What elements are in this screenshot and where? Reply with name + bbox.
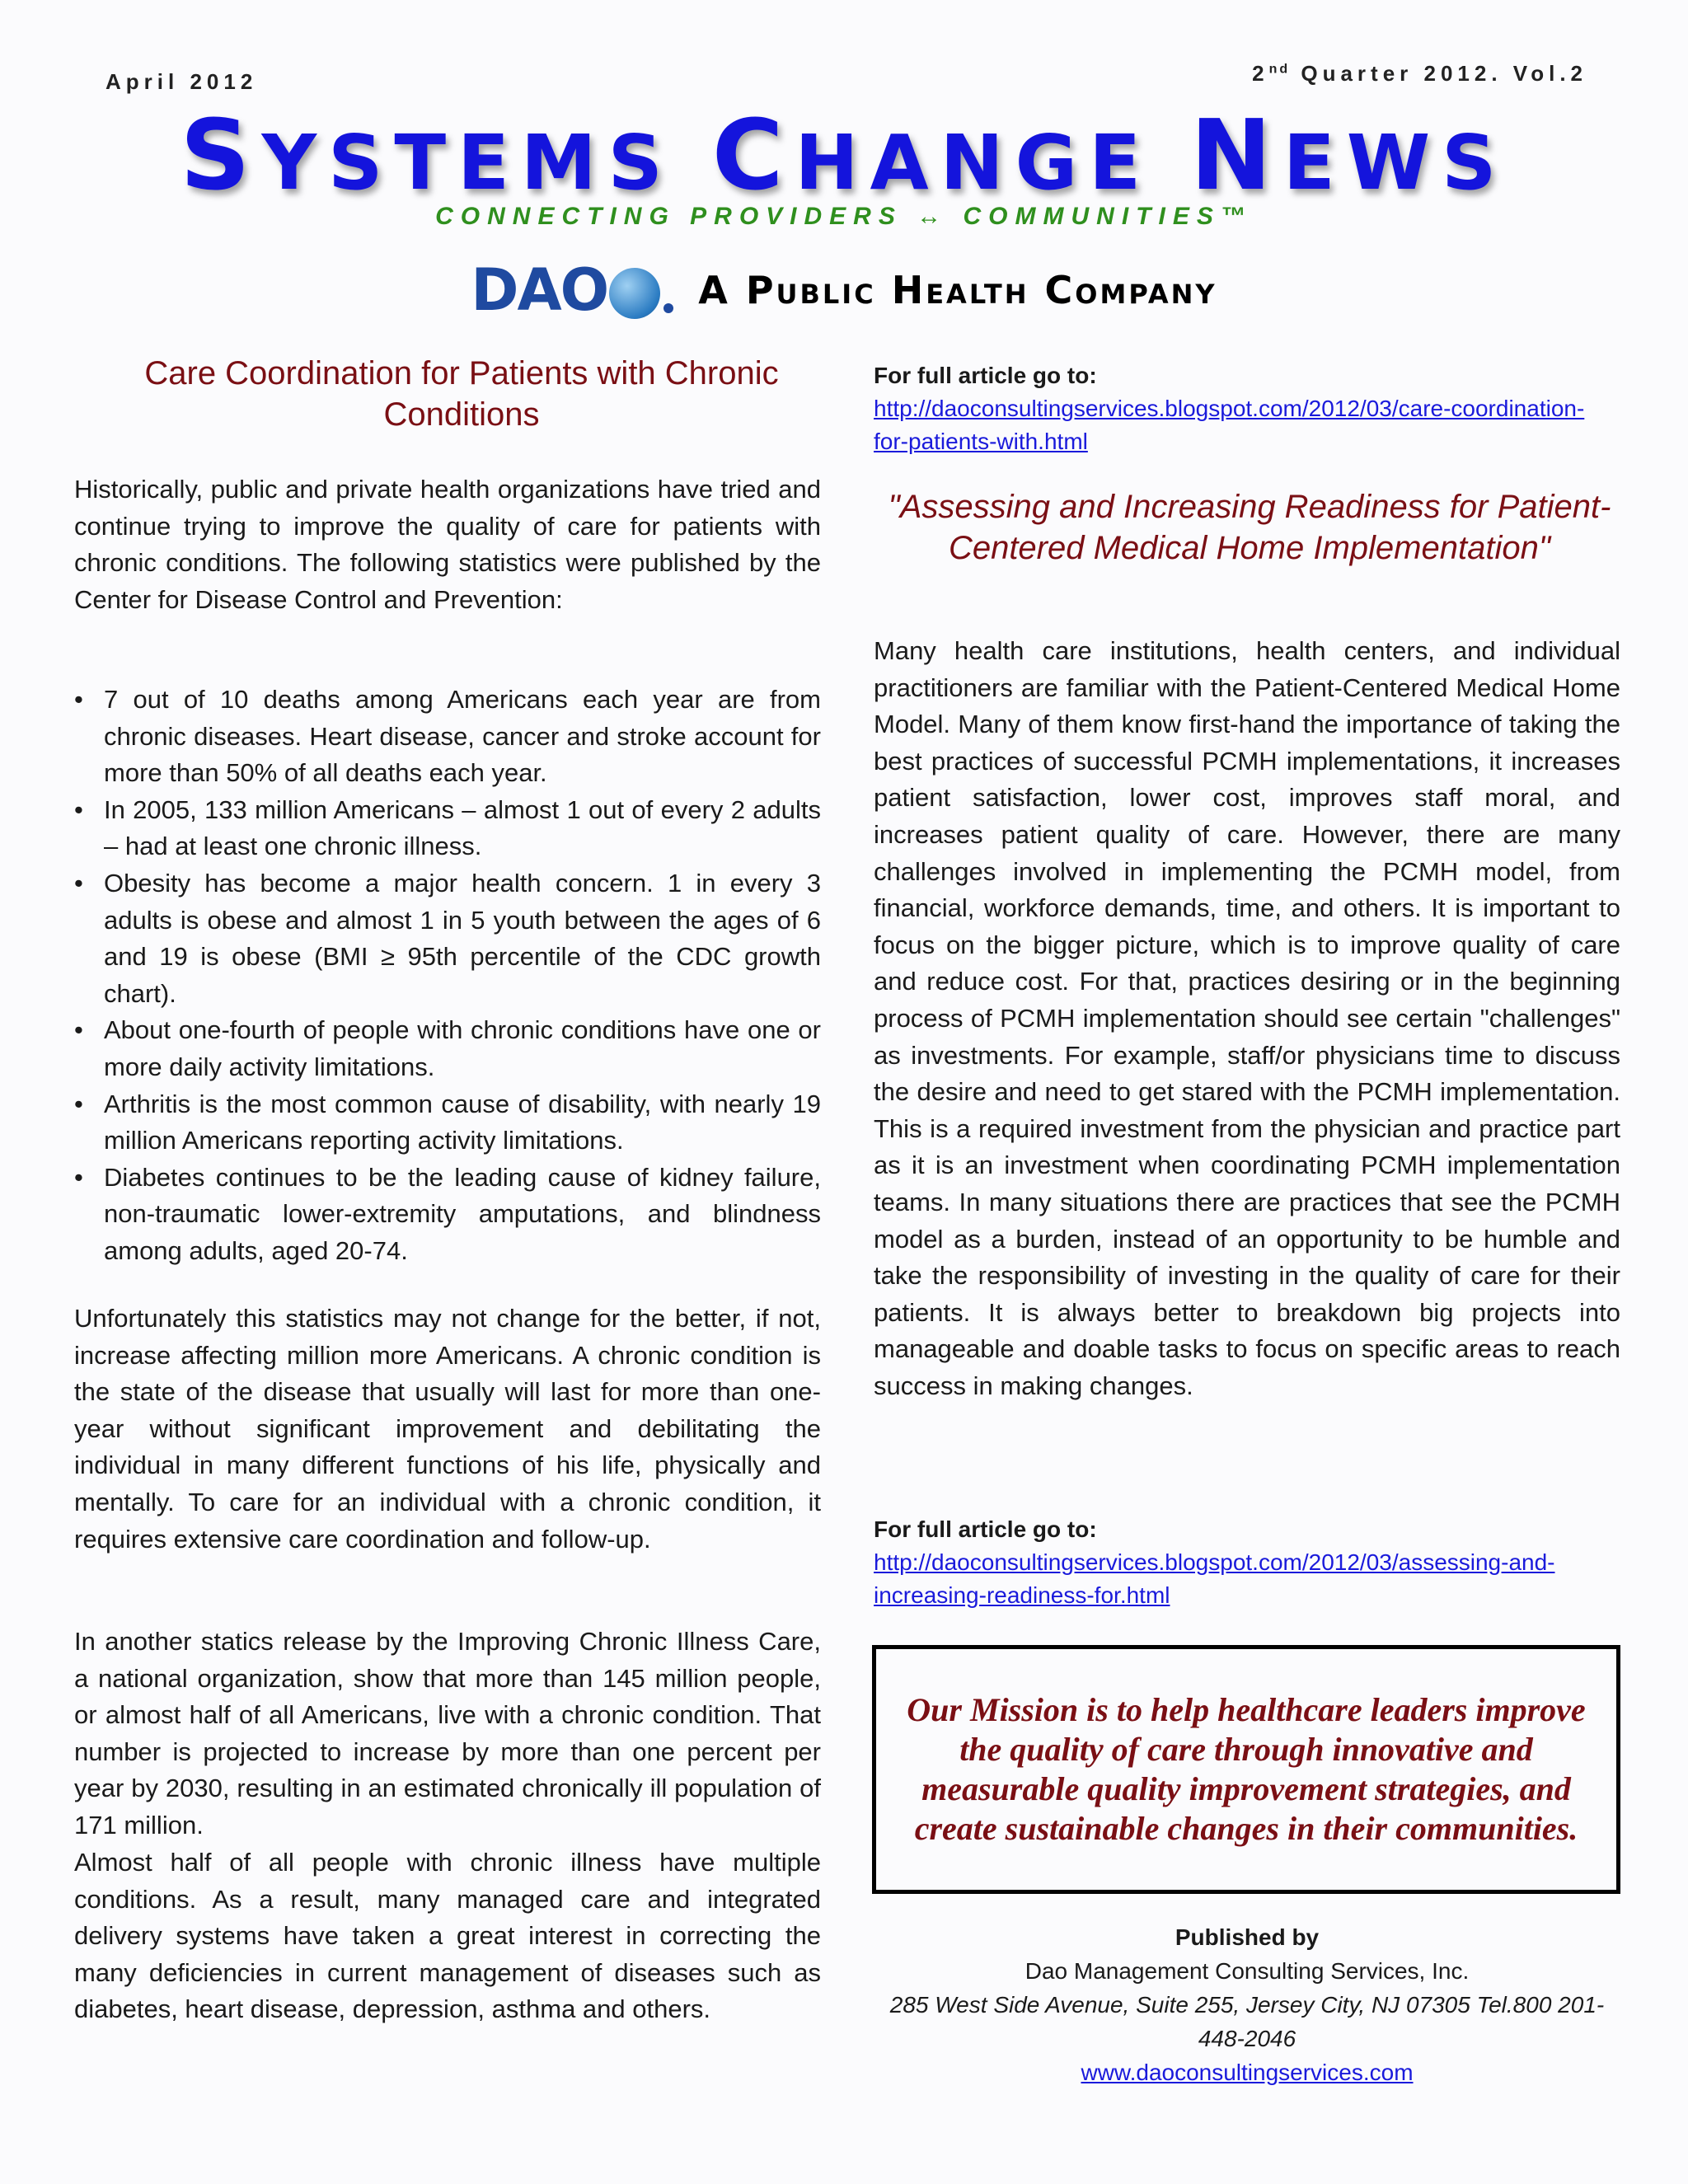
mission-statement: Our Mission is to help healthcare leaders improve the quality of care through innovative and measurable quality improvement strategies, and create sustainable changes in their communities. <box>907 1691 1586 1847</box>
article-link-1[interactable]: http://daoconsultingservices.blogspot.com/2012/03/care-coordination-for-patients-with.html <box>874 396 1585 454</box>
full-article-block-1 <box>874 359 1615 458</box>
quarter-rest: Quarter 2012. Vol.2 <box>1290 61 1587 86</box>
globe-icon <box>609 268 660 319</box>
list-item: • Diabetes continues to be the leading cause of kidney failure, non-traumatic lower-extremity amputations, and blindness among adults, aged 20-74. <box>74 1160 821 1270</box>
brand-row <box>0 257 1688 323</box>
left-paragraph-3: In another statics release by the Improving Chronic Illness Care, a national organization, show that more than 145 million people, or almost half of all Americans, live with a chronic condition. That number is projected to increase by more than one percent per year by 2030, resulting in an estimated chronically ill population of 171 million. <box>74 1627 821 1840</box>
article-link-2[interactable]: http://daoconsultingservices.blogspot.com/2012/03/assessing-and-increasing-readiness-for.html <box>874 1549 1555 1608</box>
list-item: • 7 out of 10 deaths among Americans each year are from chronic diseases. Heart disease, cancer and stroke account for more than 50% of all deaths each year. <box>74 682 821 792</box>
quarter-number: 2 <box>1252 61 1269 86</box>
list-item: • Arthritis is the most common cause of disability, with nearly 19 million Americans reporting activity limitations. <box>74 1086 821 1160</box>
full-article-block-2 <box>874 1513 1615 1612</box>
logo-text: DAO <box>471 256 608 324</box>
left-paragraph-2: Unfortunately this statistics may not change for the better, if not, increase affecting million more Americans. A chronic condition is the state of the disease that usually will last for more than one-year without significant improvement and debilitating the individual in many different functions of his life, physically and mentally. To care for an individual with a chronic condition, it requires extensive care coordination and follow-up. <box>74 1304 821 1554</box>
list-item: • In 2005, 133 million Americans – almost 1 out of every 2 adults – had at least one chronic illness. <box>74 792 821 865</box>
masthead-word-1: SYSTEMS <box>180 98 712 212</box>
dao-logo <box>471 256 673 324</box>
statistics-list <box>74 682 821 1270</box>
full-article-label: For full article go to: <box>874 1516 1097 1542</box>
mission-box <box>872 1645 1620 1894</box>
publisher-info <box>874 1920 1620 2089</box>
right-article-title: "Assessing and Increasing Readiness for Patient-Centered Medical Home Implementation" <box>888 489 1611 566</box>
left-paragraph-4: Almost half of all people with chronic illness have multiple conditions. As a result, many managed care and integrated delivery systems have taken a great interest in correcting the many deficiencies in current management of diseases such as diabetes, heart disease, depression, asthma and others. <box>74 1848 821 2024</box>
company-tagline: A Public Health Company <box>698 268 1217 312</box>
tagline: CONNECTING PROVIDERS ↔ COMMUNITIES™ <box>435 203 1253 230</box>
issue-date: April 2012 <box>106 69 258 94</box>
quarter-ordinal: nd <box>1268 62 1291 77</box>
publisher-name: Dao Management Consulting Services, Inc. <box>1025 1958 1470 1984</box>
full-article-label: For full article go to: <box>874 363 1097 388</box>
website-link[interactable]: www.daoconsultingservices.com <box>1081 2060 1414 2085</box>
logo-dot-icon <box>663 303 673 313</box>
left-intro-paragraph: Historically, public and private health organizations have tried and continue trying to improve the quality of care for patients with chronic conditions. The following statistics were published by the Center for Disease Control and Prevention: <box>74 475 821 614</box>
list-item: • About one-fourth of people with chronic conditions have one or more daily activity limitations. <box>74 1012 821 1085</box>
left-article-title: Care Coordination for Patients with Chronic Conditions <box>144 355 779 433</box>
published-by-label: Published by <box>1175 1924 1320 1950</box>
issue-volume <box>1252 61 1587 87</box>
masthead-word-3: NEWS <box>1190 98 1508 212</box>
right-article-body: Many health care institutions, health centers, and individual practitioners are familiar with the Patient-Centered Medical Home Model. Many of them know first-hand the importance of taking the best practices of successful PCMH implementations, it increases patient satisfaction, lower cost, improves staff moral, and increases patient quality of care. However, there are many challenges involved in implementing the PCMH model, from financial, workforce demands, time, and others. It is important to focus on the bigger picture, which is to improve quality of care and reduce cost. For that, practices desiring or in the beginning process of PCMH implementation should see certain "challenges" as investments. For example, staff/or physicians time to discuss the desire and need to get stared with the PCMH implementation. This is a required investment from the physician and practice part as it is an investment when coordinating PCMH implementation teams. In many situations there are practices that see the PCMH model as a burden, instead of an opportunity to be humble and take the responsibility of investing in the quality of care for their patients. It is always better to breakdown big projects into manageable and doable tasks to focus on specific areas to reach success in making changes. <box>874 636 1620 1400</box>
list-item: • Obesity has become a major health concern. 1 in every 3 adults is obese and almost 1 in 5 youth between the ages of 6 and 19 is obese (BMI ≥ 95th percentile of the CDC growth chart). <box>74 865 821 1012</box>
publisher-address: 285 West Side Avenue, Suite 255, Jersey City, NJ 07305 Tel.800 201-448-2046 <box>889 1992 1605 2051</box>
masthead-word-2: CHANGE <box>711 98 1191 212</box>
